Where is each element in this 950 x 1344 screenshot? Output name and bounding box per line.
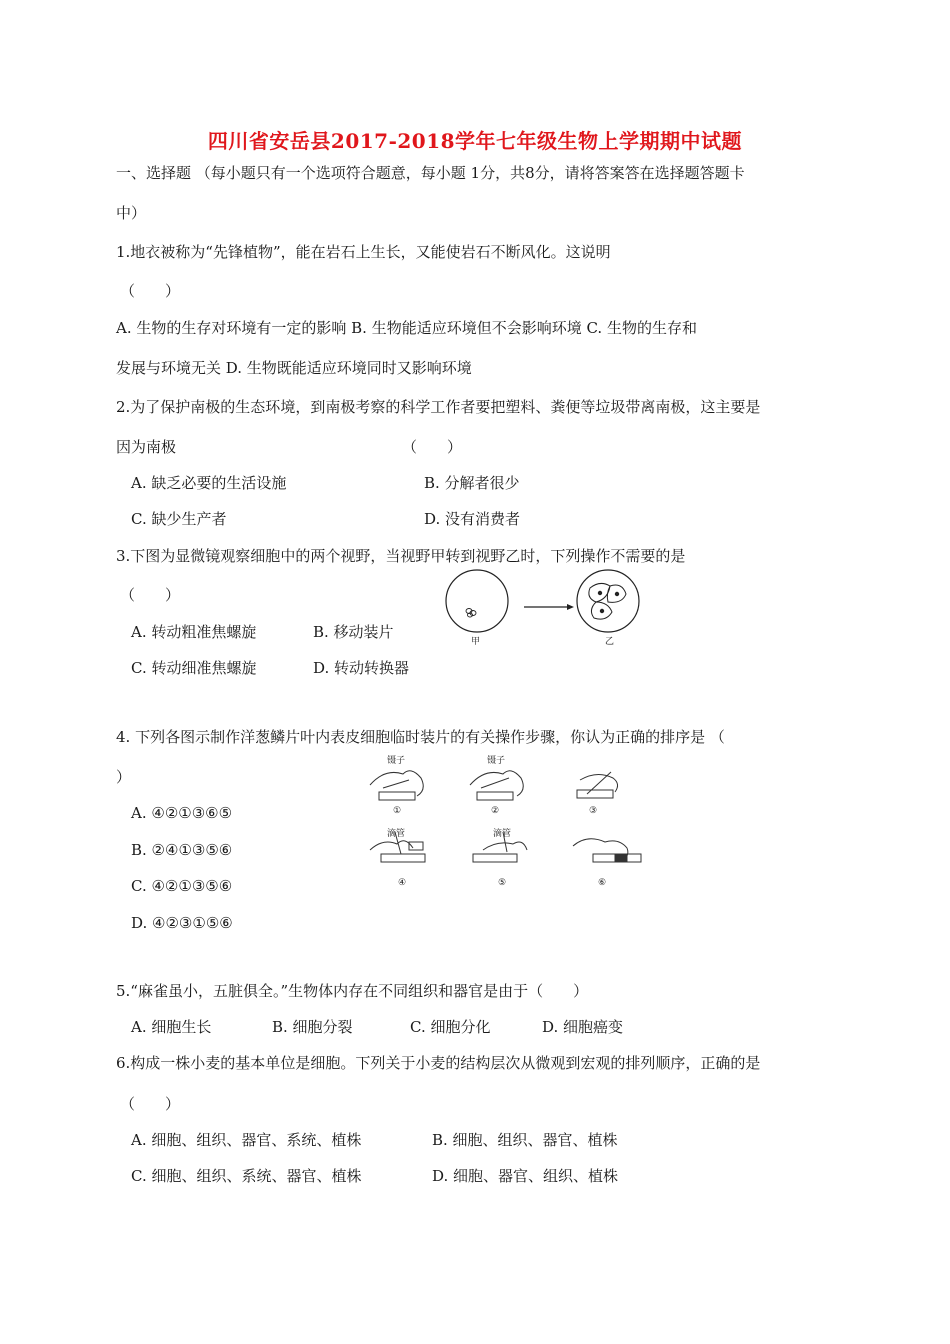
step-number-4: ④ — [398, 878, 407, 888]
question-6-option-d: D. 细胞、器官、组织、植株 — [432, 1167, 619, 1185]
question-6-stem: 6.构成一株小麦的基本单位是细胞。下列关于小麦的结构层次从微观到宏观的排列顺序，正确的是 — [116, 1054, 761, 1072]
step-number-3: ③ — [589, 806, 598, 816]
tool-label-1: 镊子 — [387, 756, 406, 766]
tool-label-2: 镊子 — [487, 756, 506, 766]
question-6-paren: （ ） — [120, 1095, 181, 1113]
question-3-option-c: C. 转动细准焦螺旋 — [131, 659, 257, 677]
tool-label-4: 滴管 — [387, 829, 406, 839]
slide-preparation-figure — [365, 750, 650, 895]
question-3-paren: （ ） — [120, 586, 181, 604]
slide-steps-drawing — [365, 750, 650, 895]
question-6-option-b: B. 细胞、组织、器官、植株 — [432, 1131, 618, 1149]
question-4-option-c: C. ④②①③⑤⑥ — [131, 877, 233, 895]
question-4-stem-cont: ） — [116, 768, 132, 786]
field-label-jia: 甲 — [471, 637, 481, 647]
question-4-option-a: A. ④②①③⑥⑤ — [131, 804, 233, 822]
step-number-2: ② — [491, 806, 500, 816]
question-1-paren: （ ） — [120, 282, 181, 300]
section-heading: 一、选择题 （每小题只有一个选项符合题意，每小题 1分，共8分，请将答案答在选择题答题卡 — [116, 164, 745, 182]
question-5-option-b: B. 细胞分裂 — [272, 1018, 353, 1036]
page-title: 四川省安岳县2017-2018学年七年级生物上学期期中试题 — [207, 129, 743, 153]
tool-label-5: 滴管 — [493, 829, 512, 839]
question-3-stem: 3.下图为显微镜观察细胞中的两个视野，当视野甲转到视野乙时，下列操作不需要的是 — [116, 547, 686, 565]
question-6-option-c: C. 细胞、组织、系统、器官、植株 — [131, 1167, 362, 1185]
question-3-option-b: B. 移动装片 — [313, 623, 394, 641]
question-2-option-b: B. 分解者很少 — [424, 474, 520, 492]
question-5-stem: 5.“麻雀虽小，五脏俱全。”生物体内存在不同组织和器官是由于（ ） — [116, 982, 589, 1000]
question-2-paren: （ ） — [402, 438, 463, 456]
question-4-option-d: D. ④②③①⑤⑥ — [131, 914, 233, 932]
question-3-option-a: A. 转动粗准焦螺旋 — [131, 623, 257, 641]
field-label-yi: 乙 — [605, 637, 615, 647]
question-1-options: A. 生物的生存对环境有一定的影响 B. 生物能适应环境但不会影响环境 C. 生物的生存和 — [116, 319, 697, 337]
step-number-5: ⑤ — [498, 878, 507, 888]
question-5-option-d: D. 细胞癌变 — [542, 1018, 624, 1036]
question-3-option-d: D. 转动转换器 — [313, 659, 410, 677]
question-5-option-a: A. 细胞生长 — [131, 1018, 212, 1036]
microscope-fields-figure — [440, 566, 650, 650]
question-1-options-cont: 发展与环境无关 D. 生物既能适应环境同时又影响环境 — [116, 359, 472, 377]
question-2-stem-cont: 因为南极 — [116, 438, 177, 456]
question-2-stem: 2.为了保护南极的生态环境，到南极考察的科学工作者要把塑料、粪便等垃圾带离南极，这主要是 — [116, 398, 761, 416]
step-number-1: ① — [393, 806, 402, 816]
question-4-stem: 4. 下列各图示制作洋葱鳞片叶内表皮细胞临时装片的有关操作步骤，你认为正确的排序是 （ — [116, 728, 725, 746]
step-number-6: ⑥ — [598, 878, 607, 888]
question-4-option-b: B. ②④①③⑤⑥ — [131, 841, 233, 859]
section-heading-cont: 中） — [116, 204, 147, 222]
question-2-option-d: D. 没有消费者 — [424, 510, 521, 528]
question-1-stem: 1.地衣被称为“先锋植物”，能在岩石上生长，又能使岩石不断风化。这说明 — [116, 243, 611, 261]
question-2-option-c: C. 缺少生产者 — [131, 510, 227, 528]
question-2-option-a: A. 缺乏必要的生活设施 — [131, 474, 287, 492]
question-6-option-a: A. 细胞、组织、器官、系统、植株 — [131, 1131, 362, 1149]
question-5-option-c: C. 细胞分化 — [410, 1018, 491, 1036]
